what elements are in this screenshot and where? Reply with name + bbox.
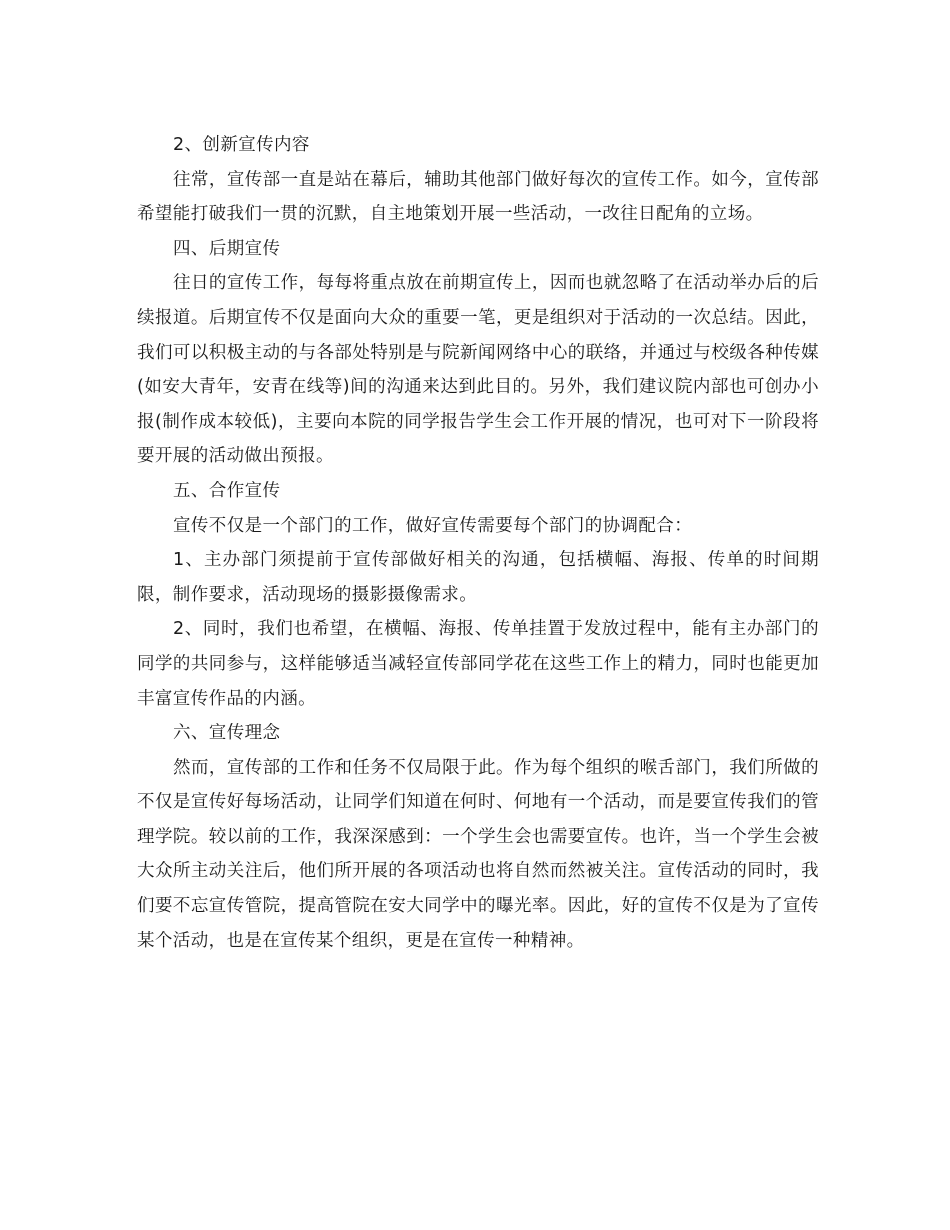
section-heading-innovation: 2、创新宣传内容 xyxy=(173,135,310,155)
paragraph-philosophy: 然而，宣传部的工作和任务不仅局限于此。作为每个组织的喉舌部门，我们所做的不仅是宣传好每场活动，让同学们知道在何时、何地有一个活动，而是要宣传我们的管理学院。较以前的工作，我深深感到：一个学生会也需要宣传。也许，当一个学生会被大众所主动关注后，他们所开展的各项活动也将自然而然被关注。宣传活动的同时，我们要不忘宣传管院，提高管院在安大同学中的曝光率。因此，好的宣传不仅是为了宣传某个活动，也是在宣传某个组织，更是在宣传一种精神。 xyxy=(137,757,819,951)
paragraph-cooperation-item-2: 2、同时，我们也希望，在横幅、海报、传单挂置于发放过程中，能有主办部门的同学的共同参与，这样能够适当减轻宣传部同学花在这些工作上的精力，同时也能更加丰富宣传作品的内涵。 xyxy=(137,619,819,709)
document-body xyxy=(137,128,819,958)
paragraph-cooperation-intro: 宣传不仅是一个部门的工作，做好宣传需要每个部门的协调配合： xyxy=(173,515,693,536)
section-heading-philosophy: 六、宣传理念 xyxy=(173,723,281,744)
paragraph-post-publicity: 往日的宣传工作，每每将重点放在前期宣传上，因而也就忽略了在活动举办后的后续报道。后期宣传不仅是面向大众的重要一笔，更是组织对于活动的一次总结。因此，我们可以积极主动的与各部处特别是与院新闻网络中心的联络，并通过与校级各种传媒(如安大青年，安青在线等)间的沟通来达到此目的。另外，我们建议院内部也可创办小报(制作成本较低)，主要向本院的同学报告学生会工作开展的情况，也可对下一阶段将要开展的活动做出预报。 xyxy=(137,273,819,467)
paragraph-cooperation-item-1: 1、主办部门须提前于宣传部做好相关的沟通，包括横幅、海报、传单的时间期限，制作要求，活动现场的摄影摄像需求。 xyxy=(137,550,819,605)
section-heading-post-publicity: 四、后期宣传 xyxy=(173,238,281,259)
paragraph-innovation: 往常，宣传部一直是站在幕后，辅助其他部门做好每次的宣传工作。如今，宣传部希望能打破我们一贯的沉默，自主地策划开展一些活动，一改往日配角的立场。 xyxy=(137,169,819,225)
section-heading-cooperation: 五、合作宣传 xyxy=(173,480,281,501)
